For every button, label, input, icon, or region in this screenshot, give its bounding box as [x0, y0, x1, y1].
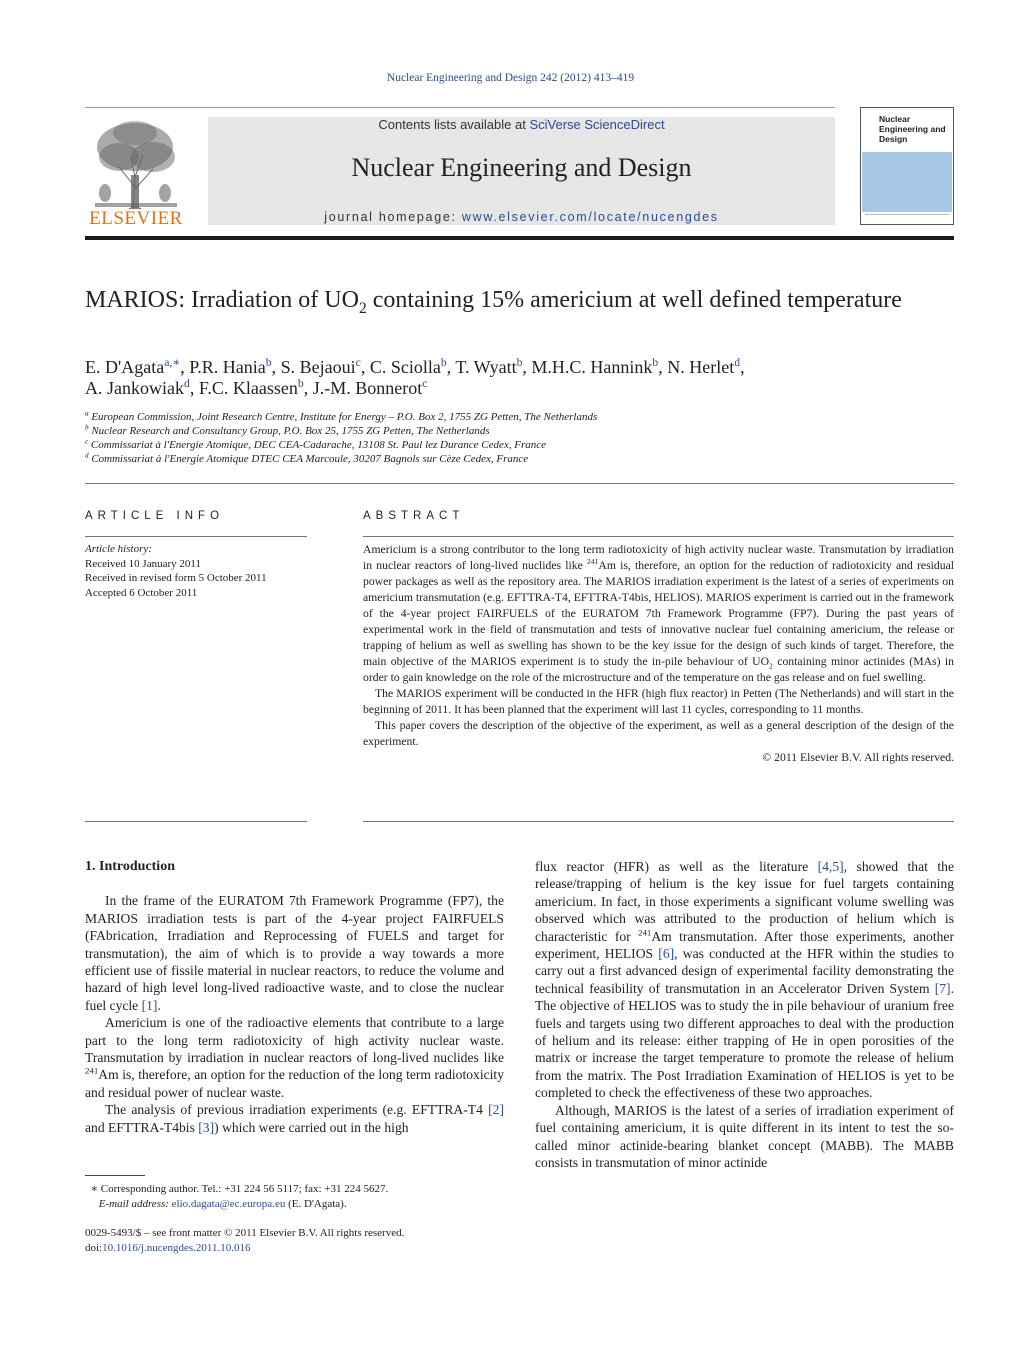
article-info-heading: ARTICLE INFO	[85, 510, 225, 522]
author-name: S. Bejaoui	[280, 357, 356, 377]
cover-footer	[865, 214, 949, 221]
body-text: . The objective of HELIOS was to study the in pile behaviour of uranium free fuels and targets using two different approaches to deal with the production of helium and its release: either trapping of He in open porosities of the matrix or increase the target temperature to promote the release of helium from the matrix. The Post Irradiation Examination of HELIOS is yet to be completed to check the effectiveness of these two approaches.	[535, 980, 954, 1101]
journal-homepage	[208, 210, 835, 224]
elsevier-wordmark: ELSEVIER	[89, 208, 183, 229]
journal-citation[interactable]: Nuclear Engineering and Design 242 (2012) 413–419	[386, 72, 635, 84]
front-matter-notice	[85, 1226, 505, 1256]
footnote-star: ∗	[90, 1183, 98, 1195]
affiliation-mark: d	[85, 451, 89, 460]
author-name: M.H.C. Hannink	[531, 357, 653, 377]
affiliation-b	[85, 425, 945, 437]
abstract-text: containing minor actinides (MAs) in order to gain knowledge on the role of the microstructure and of the temperature on the gas release and on fuel swelling.	[363, 655, 954, 684]
author-name: N. Herlet	[667, 357, 735, 377]
email-suffix: (E. D'Agata).	[285, 1197, 347, 1210]
abstract-paragraph-3: This paper covers the description of the objective of the experiment, as well as a general description of the design of the experiment.	[363, 719, 954, 748]
footnote-line-2	[85, 1197, 505, 1212]
author-affiliation-mark[interactable]: b	[440, 356, 447, 369]
abstract-text: Am is, therefore, an option for the reduction of radiotoxicity and residual power packages as well as the repository area. The MARIOS irradiation experiment is the latest of a series of experiments on americium transmutation (e.g. EFTTRA-T4, EFTTRA-T4bis, HELIOS). MARIOS experiment is carried out in the framework of the 4-year project FAIRFUELS of the EURATOM 7th Framework Programme (FP7). During the past years of experimental work in the field of transmutation and tests of innovative nuclear fuel containing americium, the release or trapping of helium as well as swelling has shown to be the key issue for the design of such kinds of target. Therefore, the main objective of the MARIOS experiment is to study the in-pile behaviour of UO	[363, 559, 955, 668]
author-name: F.C. Klaassen	[198, 378, 298, 398]
affiliation-d	[85, 453, 945, 465]
isotope-superscript: 241	[587, 557, 599, 567]
body-text: .	[157, 997, 161, 1013]
body-text: and EFTTRA-T4bis	[85, 1119, 199, 1135]
body-column-left	[85, 858, 504, 1136]
author-name: P.R. Hania	[189, 357, 266, 377]
author-affiliation-mark[interactable]: b	[516, 356, 523, 369]
section-heading-introduction: 1. Introduction	[85, 859, 175, 874]
article-title	[85, 286, 945, 315]
contents-prefix: Contents lists available at	[378, 117, 530, 132]
body-text: Am transmutation. After those experiments, another experiment, HELIOS	[535, 928, 954, 962]
author-name: T. Wyatt	[455, 357, 517, 377]
journal-cover-thumbnail[interactable]	[860, 107, 954, 225]
abstract-text: Americium is a strong contributor to the long term radiotoxicity of high activity nuclear waste. Transmutation by irradiation in nuclear reactors of long-lived nuclides like	[363, 543, 954, 572]
sciencedirect-link[interactable]: SciVerse ScienceDirect	[529, 117, 665, 132]
author-affiliation-mark[interactable]: c	[355, 356, 361, 369]
affiliation-text: Commissariat à l'Energie Atomique, DEC CEA-Cadarache, 13108 St. Paul lez Durance Cedex, France	[90, 439, 547, 451]
body-text: ) which were carried out in the high	[214, 1119, 409, 1135]
footnote-text: Corresponding author. Tel.: +31 224 56 5117; fax: +31 224 5627.	[97, 1183, 389, 1195]
article-history	[85, 542, 307, 600]
cover-title: Nuclear Engineering and Design	[879, 114, 946, 144]
received-date: Received 10 January 2011	[85, 557, 201, 570]
body-text: flux reactor (HFR) as well as the literature	[535, 859, 818, 874]
author-line-1: E. D'Agata$^{a,∗}$, P.R. Hania$^b$, S. Bejaoui$^c$, C. Sciolla$^b$, T. Wyatt$^b$, M.H.C. Hannink$^b$, N. Herlet$^d$,	[85, 356, 745, 377]
revised-date: Received in revised form 5 October 2011	[85, 572, 267, 584]
formula-subscript: 2	[769, 661, 773, 671]
affiliation-text: Commissariat à l'Energie Atomique DTEC CEA Marcoule, 30207 Bagnols sur Cèze Cedex, France	[91, 453, 529, 465]
author-name: A. Jankowiak	[85, 378, 184, 398]
body-text: Americium is one of the radioactive elements that contribute to a large part to the long term radiotoxicity of high activity nuclear waste. Transmutation by irradiation in nuclear reactors of long-lived nuclides like	[85, 1015, 504, 1066]
body-text: , showed that the release/trapping of helium is the key issue for fuel targets containing americium. In fact, in those experiments a significant volume swelling was observed which was attributed to the production of helium which is characteristic for	[535, 859, 954, 944]
corresponding-author-footnote	[85, 1182, 505, 1211]
body-column-right	[535, 858, 954, 1171]
copyright-notice: © 2011 Elsevier B.V. All rights reserved.	[762, 751, 954, 764]
title-subscript: 2	[358, 299, 367, 317]
email-link[interactable]: elio.dagata@ec.europa.eu	[171, 1197, 286, 1210]
body-text: Am is, therefore, an option for the reduction of the long term radiotoxicity and residual power of nuclear waste.	[85, 1067, 504, 1100]
header-divider	[85, 107, 835, 108]
doi-line	[85, 1241, 505, 1256]
author-affiliation-mark[interactable]: d	[734, 356, 741, 369]
author-line-2: A. Jankowiak$^d$, F.C. Klaassen$^b$, J.-M. Bonnerot$^c$	[85, 377, 428, 398]
author-affiliation-mark[interactable]: c	[422, 377, 428, 390]
issn-line: 0029-5493/$ – see front matter © 2011 Elsevier B.V. All rights reserved.	[85, 1227, 405, 1239]
body-text: In the frame of the EURATOM 7th Framework Programme (FP7), the MARIOS irradiation tests is part of the 4-year project FAIRFUELS (FAbrication, Irradiation and Reprocessing of FUELS and target for transmutation), the aim of which is to provide a way towards a more efficient use of fissile material in nuclear reactors, to reduce the volume and hazard of high level long-lived radioactive waste, and to close the nuclear fuel cycle	[85, 893, 504, 1013]
contents-availability	[208, 117, 835, 132]
affiliation-mark: b	[85, 423, 89, 432]
isotope-superscript: 241	[85, 1065, 99, 1076]
author-affiliation-mark[interactable]: a,∗	[164, 356, 181, 369]
reference-link[interactable]: [4,5]	[817, 859, 844, 874]
body-paragraph	[85, 1014, 504, 1101]
affiliation-mark: a	[85, 409, 89, 418]
author-affiliation-mark[interactable]: b	[297, 377, 304, 390]
doi-label: doi:	[85, 1242, 103, 1254]
body-paragraph	[85, 1101, 504, 1136]
reference-link[interactable]: [6]	[658, 946, 675, 962]
footnote-rule	[85, 1175, 145, 1176]
footnote-line-1	[85, 1182, 505, 1197]
abstract-paragraph-2: The MARIOS experiment will be conducted in the HFR (high flux reactor) in Petten (The Netherlands) and will start in the beginning of 2011. It has been planned that the experiment will last 11 cycles, corresponding to 11 months.	[363, 687, 954, 716]
reference-link[interactable]: [7]	[934, 980, 951, 996]
doi-link[interactable]: 10.1016/j.nucengdes.2011.10.016	[102, 1242, 251, 1254]
body-paragraph: Although, MARIOS is the latest of a series of irradiation experiment of fuel containing americium, it is quite different in its intent to test the so-called minor actinide-bearing blanket concept (MABB). The MABB consists in transmutation of minor actinide	[535, 1102, 954, 1170]
affiliation-a	[85, 411, 945, 423]
body-text: The analysis of previous irradiation experiments (e.g. EFTTRA-T4	[105, 1102, 489, 1118]
homepage-link[interactable]: www.elsevier.com/locate/nucengdes	[461, 210, 719, 224]
isotope-superscript: 241	[638, 927, 652, 938]
title-text-1: MARIOS: Irradiation of UO	[85, 287, 359, 313]
author-name: C. Sciolla	[369, 357, 441, 377]
affiliation-mark: c	[85, 437, 89, 446]
history-label: Article history:	[85, 543, 152, 555]
author-name: J.-M. Bonnerot	[312, 378, 423, 398]
abstract-heading: ABSTRACT	[363, 510, 465, 522]
accepted-date: Accepted 6 October 2011	[85, 586, 198, 599]
author-name: E. D'Agata	[85, 357, 165, 377]
author-affiliation-mark[interactable]: b	[652, 356, 659, 369]
body-paragraph	[535, 858, 954, 1102]
abstract-rule	[363, 536, 954, 537]
affiliation-text: Nuclear Research and Consultancy Group, P.O. Box 25, 1755 ZG Petten, The Netherlands	[91, 425, 490, 437]
cover-image	[862, 152, 952, 212]
abstract-bottom-rule	[363, 821, 954, 822]
body-paragraph	[85, 892, 504, 1014]
abstract-body	[363, 542, 954, 766]
email-label: E-mail address:	[98, 1197, 172, 1210]
reference-link[interactable]: [1]	[141, 997, 158, 1013]
affiliations-divider	[85, 483, 954, 484]
author-list	[85, 357, 945, 399]
affiliation-c	[85, 439, 945, 451]
article-info-bottom-rule	[85, 821, 307, 822]
journal-title: Nuclear Engineering and Design	[351, 153, 692, 182]
author-affiliation-mark[interactable]: b	[265, 356, 272, 369]
title-text-2: containing 15% americium at well defined temperature	[366, 287, 902, 313]
reference-link[interactable]: [2]	[488, 1102, 504, 1118]
article-info-rule	[85, 536, 307, 537]
affiliation-text: European Commission, Joint Research Centre, Institute for Energy – P.O. Box 2, 1755 ZG Petten, The Netherlands	[91, 411, 598, 423]
author-affiliation-mark[interactable]: d	[183, 377, 190, 390]
body-text: , was conducted at the HFR within the studies to carry out a first advanced design of experimental facility demonstrating the technical feasibility of transmutation in an Accelerator Driven System	[535, 946, 954, 996]
homepage-prefix: journal homepage:	[324, 210, 462, 224]
reference-link[interactable]: [3]	[198, 1119, 215, 1135]
header-thick-divider	[85, 236, 954, 240]
abstract-paragraph-1	[363, 542, 954, 686]
